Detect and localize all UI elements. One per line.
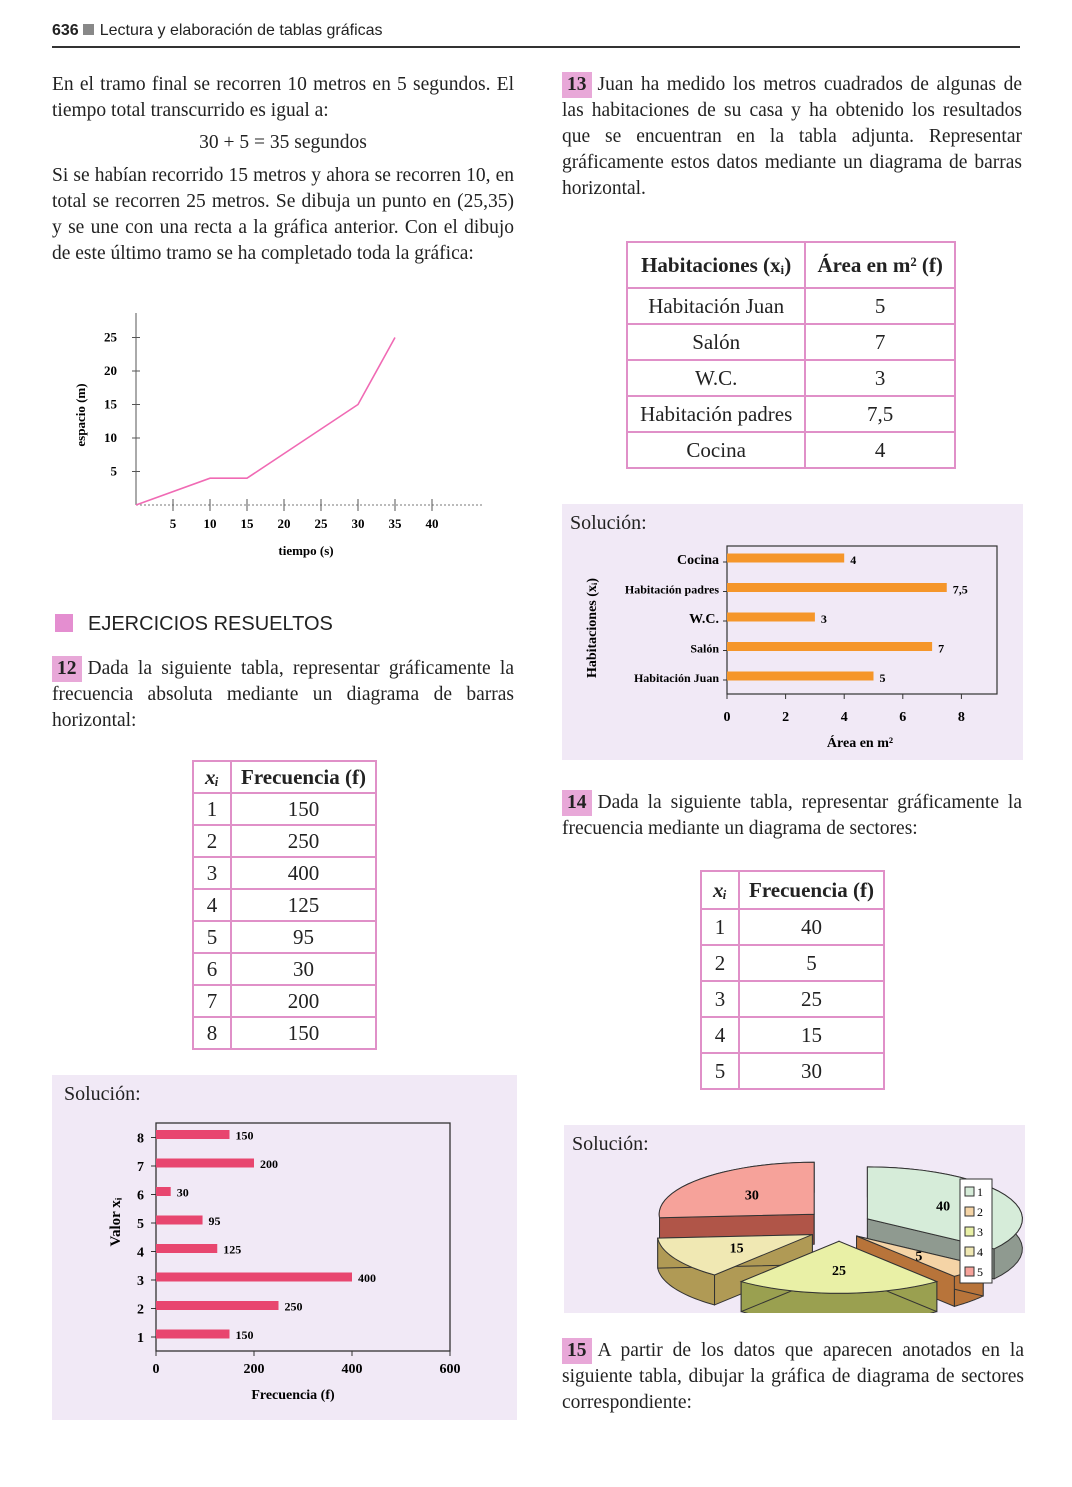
x-tick-label: 0 [152,1362,160,1377]
table-cell: Salón [627,324,805,360]
solution-label: Solución: [570,512,647,534]
legend-swatch [965,1227,974,1236]
table-cell: 250 [231,825,376,857]
legend-label: 2 [977,1205,983,1219]
table-cell: 5 [805,288,955,324]
table-ex12 [192,760,377,1050]
data-label: 3 [820,612,827,626]
table-header: Frecuencia (f) [231,761,376,793]
table-cell: 150 [231,793,376,825]
bar [156,1187,171,1196]
table-cell: 5 [739,945,884,981]
y-tick-label: 2 [137,1302,144,1318]
x-tick-label: 400 [341,1362,363,1377]
data-label: 30 [744,1188,759,1204]
square-icon [83,24,94,35]
table-header: Habitaciones (xᵢ) [627,242,805,288]
table-cell: 4 [701,1017,739,1053]
legend-label: 1 [977,1185,983,1199]
bar [156,1301,279,1310]
x-tick-label: 600 [439,1362,461,1377]
bar-chart-ex12 [52,1075,517,1420]
y-axis-label: Habitaciones (xᵢ) [585,577,600,679]
table-cell: 200 [231,985,376,1017]
bar [727,554,844,563]
data-label: 40 [936,1199,951,1215]
y-tick-label: 5 [110,463,117,479]
series-line [136,338,395,506]
x-tick-label: 30 [351,516,365,531]
table-cell: 7,5 [805,396,955,432]
equation: 30 + 5 = 35 segundos [199,132,367,153]
y-axis-label: espacio (m) [73,383,88,447]
solution-box-ex14 [564,1125,1025,1313]
x-axis-label: tiempo (s) [278,543,334,558]
bar [156,1273,352,1282]
data-label: 7 [938,641,945,656]
table-header: xᵢ [701,871,739,909]
solution-label: Solución: [572,1133,649,1155]
data-label: 5 [915,1249,923,1265]
intro-paragraph-1: En el tramo final se recorren 10 metros en 5 segundos. El tiempo total transcurrido es igual a: [52,74,514,121]
x-tick-label: 8 [957,710,965,725]
pie-chart-ex14 [564,1125,1025,1313]
table-ex14 [700,870,885,1090]
y-tick-label: 20 [104,363,117,378]
table-cell: 95 [231,921,376,953]
data-label: 4 [850,553,857,567]
y-tick-label: 1 [137,1331,144,1346]
plot-frame [156,1123,450,1351]
x-tick-label: 200 [243,1362,265,1377]
y-tick-label: 6 [137,1188,144,1204]
table-header: xᵢ [193,761,231,793]
data-label: 25 [832,1263,846,1279]
y-tick-label: 5 [137,1217,144,1232]
bar [727,672,874,681]
bar [727,642,932,651]
table-cell: 125 [231,889,376,921]
exercise-number: 12 [52,656,82,682]
page-header [52,22,1020,48]
solution-box-ex12 [52,1075,517,1420]
y-tick-label: 4 [137,1245,144,1261]
bar [156,1244,217,1253]
exercise-12-text [52,656,514,734]
table-cell: 2 [701,945,739,981]
data-label: 250 [284,1299,303,1314]
x-axis-label: Frecuencia (f) [251,1388,335,1403]
table-cell: 15 [739,1017,884,1053]
exercise-statement: Juan ha medido los metros cuadrados de algunas de las habitaciones de su casa y ha obtenido los resultados que se encuentran en la tabla adjunta. Representar gráficamente estos datos mediante un diagrama de barras horizontal. [562,74,1022,199]
x-tick-label: 15 [240,516,254,531]
legend-label: 3 [977,1225,983,1239]
bar [156,1330,230,1339]
x-axis-label: Área en m² [826,736,894,751]
exercise-number: 13 [562,72,592,98]
table-cell: 3 [701,981,739,1017]
y-tick-label: 7 [137,1160,144,1175]
x-tick-label: 10 [203,516,217,531]
table-cell: 25 [739,981,884,1017]
table-header: Frecuencia (f) [739,871,884,909]
y-tick-label: 15 [104,396,117,412]
data-label: 150 [235,1328,254,1342]
data-label: 150 [235,1128,254,1143]
table-header: Área en m² (f) [805,242,955,288]
bar [727,613,815,622]
y-tick-label: Salón [690,641,719,656]
exercise-number: 15 [562,1338,592,1364]
legend-swatch [965,1187,974,1196]
page-number: 636 [52,22,79,39]
y-tick-label: 10 [104,430,117,445]
data-label: 7,5 [952,582,968,597]
data-label: 30 [176,1185,189,1200]
table-cell: 150 [231,1017,376,1049]
x-tick-label: 4 [840,710,848,725]
exercise-statement: Dada la siguiente tabla, representar gráficamente la frecuencia absoluta mediante un diagrama de barras horizontal: [52,658,514,731]
x-tick-label: 40 [425,516,439,531]
table-cell: 5 [193,921,231,953]
header-title: Lectura y elaboración de tablas gráficas [99,22,383,39]
x-tick-label: 0 [723,710,731,725]
y-tick-label: 8 [137,1131,144,1147]
table-cell: 30 [739,1053,884,1089]
y-tick-label: 25 [104,329,117,345]
legend-swatch [965,1267,974,1276]
y-tick-label: W.C. [689,612,719,627]
section-title: EJERCICIOS RESUELTOS [88,613,333,635]
table-cell: 7 [193,985,231,1017]
y-tick-label: Cocina [677,553,719,568]
bar [727,583,947,592]
data-label: 95 [208,1214,221,1228]
solution-box-ex13 [562,504,1023,760]
data-label: 125 [223,1242,242,1257]
legend-label: 4 [977,1245,983,1259]
data-label: 200 [260,1157,278,1171]
table-cell: 5 [701,1053,739,1089]
table-cell: 3 [805,360,955,396]
table-cell: Cocina [627,432,805,468]
exercise-14-text [562,790,1022,842]
x-tick-label: 20 [277,516,291,531]
y-tick-label: Habitación padres [624,582,719,597]
exercise-number: 14 [562,790,592,816]
exercise-15-text [562,1338,1024,1416]
x-tick-label: 6 [899,710,907,725]
table-cell: 4 [805,432,955,468]
table-cell: 4 [193,889,231,921]
bar [156,1159,254,1168]
line-chart [52,305,512,570]
table-cell: W.C. [627,360,805,396]
solution-label: Solución: [64,1083,141,1105]
x-tick-label: 35 [388,516,402,531]
table-cell: 30 [231,953,376,985]
bar [156,1216,203,1225]
table-ex13 [626,241,956,469]
legend-swatch [965,1207,974,1216]
y-tick-label: 3 [137,1274,144,1289]
table-cell: 2 [193,825,231,857]
x-tick-label: 2 [782,710,790,725]
legend-swatch [965,1247,974,1256]
table-cell: Habitación Juan [627,288,805,324]
table-cell: 1 [193,793,231,825]
bar-chart-ex13 [562,504,1023,760]
legend-label: 5 [977,1265,983,1279]
legend [960,1179,992,1283]
x-tick-label: 5 [169,516,177,531]
exercise-statement: A partir de los datos que aparecen anotados en la siguiente tabla, dibujar la gráfica de diagrama de sectores correspondiente: [562,1340,1024,1413]
table-cell: Habitación padres [627,396,805,432]
table-cell: 1 [701,909,739,945]
intro-paragraph-2: Si se habían recorrido 15 metros y ahora se recorren 10, en total se recorren 25 metros. Se dibuja un punto en (25,35) y se une con una recta a la gráfica anterior. Con el dibujo de este último tramo se ha completado toda la gráfica: [52,165,514,264]
table-cell: 3 [193,857,231,889]
table-cell: 8 [193,1017,231,1049]
exercise-statement: Dada la siguiente tabla, representar gráficamente la frecuencia mediante un diagrama de sectores: [562,792,1022,839]
table-cell: 6 [193,953,231,985]
table-cell: 40 [739,909,884,945]
y-axis-label: Valor xᵢ [108,1197,124,1247]
data-label: 15 [729,1241,744,1257]
data-label: 400 [358,1271,376,1285]
table-cell: 7 [805,324,955,360]
table-cell: 400 [231,857,376,889]
data-label: 5 [879,671,886,685]
section-marker-icon [55,614,73,632]
exercise-13-text [562,72,1022,202]
bar [156,1130,230,1139]
x-tick-label: 25 [314,516,328,531]
y-tick-label: Habitación Juan [633,671,719,685]
